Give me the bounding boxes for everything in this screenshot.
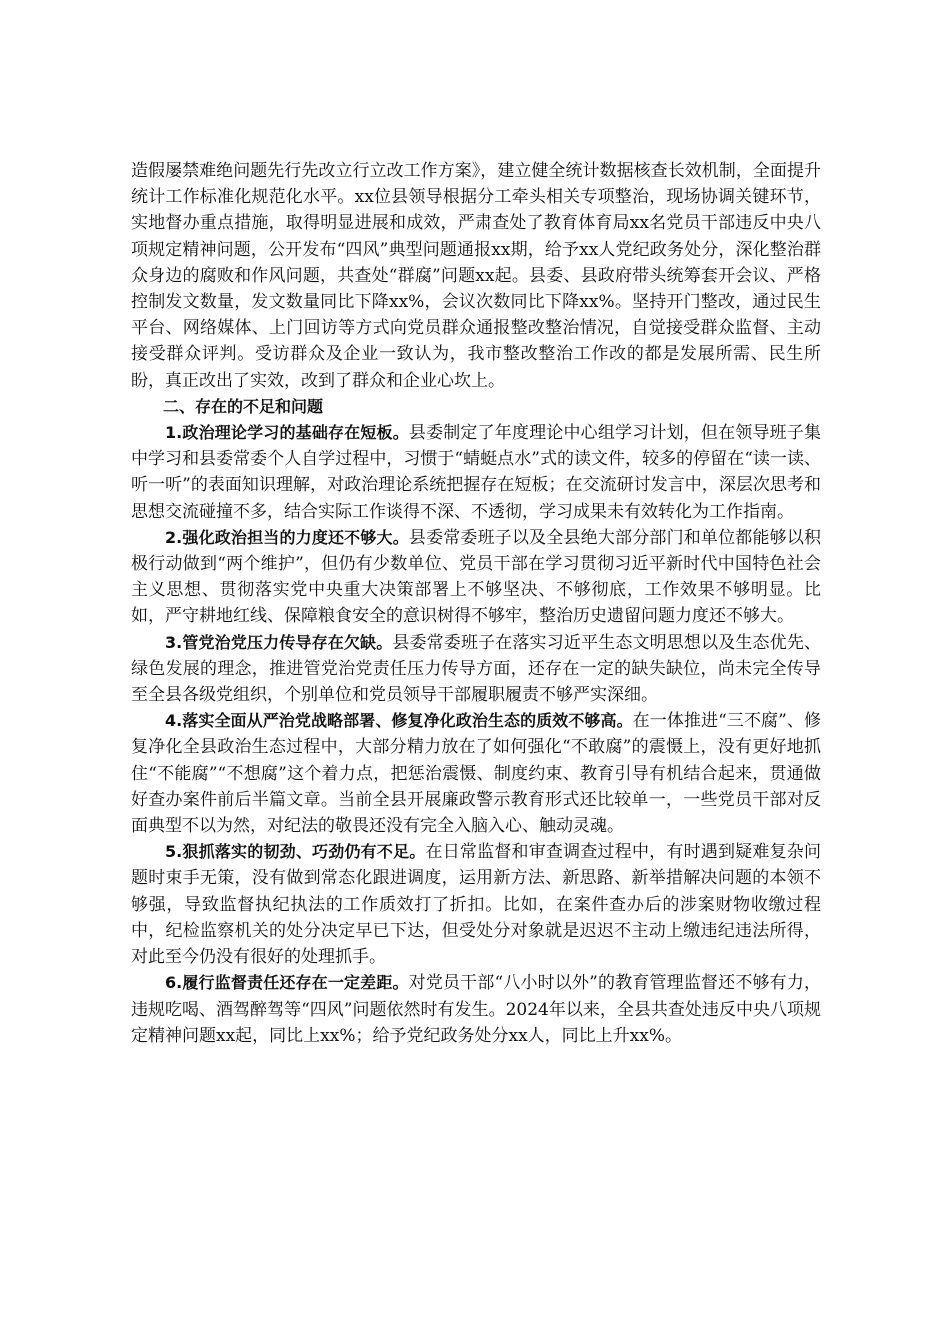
issue-lead: 4.落实全面从严治党战略部署、修复净化政治生态的质效不够高。 — [165, 711, 633, 731]
issue-lead: 5.狠抓落实的韧劲、巧劲仍有不足。 — [165, 842, 426, 862]
issue-lead: 6.履行监督责任还存在一定差距。 — [165, 973, 409, 993]
issue-text: 在一体推进“三不腐”、修复净化全县政治生态过程中，大部分精力放在了如何强化“不敢腐”的震慑上，没有更好地抓住“不能腐”“不想腐”这个着力点，把惩治震慑、制度约束、教育引导有机结合起来，贯通做好查办案件前后半篇文章。当前全县开展廉政警示教育形式还比较单一，一些党员干部对反面典型不以为然，对纪法的敬畏还没有完全入脑入心、触动灵魂。 — [131, 711, 821, 837]
issue-lead: 2.强化政治担当的力度还不够大。 — [165, 527, 409, 547]
issue-paragraph-6 — [131, 970, 821, 1049]
issue-text: 在日常监督和审查调查过程中，有时遇到疑难复杂问题时束手无策，没有做到常态化跟进调度，运用新方法、新思路、新举措解决问题的本领不够强，导致监督执纪执法的工作质效打了折扣。比如，在案件查办后的涉案财物收缴过程中，纪检监察机关的处分决定早已下达，但受处分对象就是迟迟不主动上缴违纪违法所得，对此至今仍没有很好的处理抓手。 — [131, 842, 822, 968]
issue-paragraph-4 — [131, 708, 821, 839]
document-page — [131, 158, 821, 1049]
issue-text: 县委常委班子以及全县绝大部分部门和单位都能够以积极行动做到“两个维护”，但仍有少数单位、党员干部在学习贯彻习近平新时代中国特色社会主义思想、贯彻落实党中央重大决策部署上不够坚决、不够彻底，工作效果不够明显。比如，严守耕地红线、保障粮食安全的意识树得不够牢，整治历史遗留问题力度还不够大。 — [131, 527, 821, 627]
issue-text: 对党员干部“八小时以外”的教育管理监督还不够有力，违规吃喝、酒驾醉驾等“四风”问题依然时有发生。2024年以来，全县共查处违反中央八项规定精神问题xx起，同比上xx%；给予党纪政务处分xx人，同比上升xx%。 — [131, 973, 821, 1046]
issue-text: 县委制定了年度理论中心组学习计划，但在领导班子集中学习和县委常委个人自学过程中，习惯于“蜻蜓点水”式的读文件，较多的停留在“读一读、听一听”的表面知识理解，对政治理论系统把握存在短板；在交流研讨发言中，深层次思考和思想交流碰撞不多，结合实际工作谈得不深、不透彻，学习成果未有效转化为工作指南。 — [131, 423, 821, 522]
issue-paragraph-1 — [131, 420, 821, 525]
issue-paragraph-3 — [131, 630, 821, 709]
paragraph-text: 造假屡禁难绝问题先行先改立行立改工作方案》，建立健全统计数据核查长效机制，全面提升统计工作标准化规范化水平。xx位县领导根据分工牵头相关专项整治，现场协调关键环节，实地督办重点措施，取得明显进展和成效，严肃查处了教育体育局xx名党员干部违反中央八项规定精神问题，公开发布“四风”典型问题通报xx期，给予xx人党纪政务处分，深化整治群众身边的腐败和作风问题，共查处“群腐”问题xx起。县委、县政府带头统筹套开会议、严格控制发文数量，发文数量同比下降xx%，会议次数同比下降xx%。坚持开门整改，通过民生平台、网络媒体、上门回访等方式向党员群众通报整改整治情况，自觉接受群众监督、主动接受群众评判。受访群众及企业一致认为，我市整改整治工作改的都是发展所需、民生所盼，真正改出了实效，改到了群众和企业心坎上。 — [131, 161, 821, 391]
intro-paragraph — [131, 158, 821, 394]
section-heading: 二、存在的不足和问题 — [163, 396, 324, 416]
issue-paragraph-5 — [131, 839, 821, 970]
issue-text: 县委常委班子在落实习近平生态文明思想以及生态优先、绿色发展的理念，推进管党治党责任压力传导方面，还存在一定的缺失缺位，尚未完全传导至全县各级党组织，个别单位和党员领导干部履职履责不够严实深细。 — [131, 632, 821, 706]
issue-lead: 3.管党治党压力传导存在欠缺。 — [165, 632, 393, 652]
issue-paragraph-2 — [131, 525, 821, 630]
issue-lead: 1.政治理论学习的基础存在短板。 — [165, 423, 409, 443]
